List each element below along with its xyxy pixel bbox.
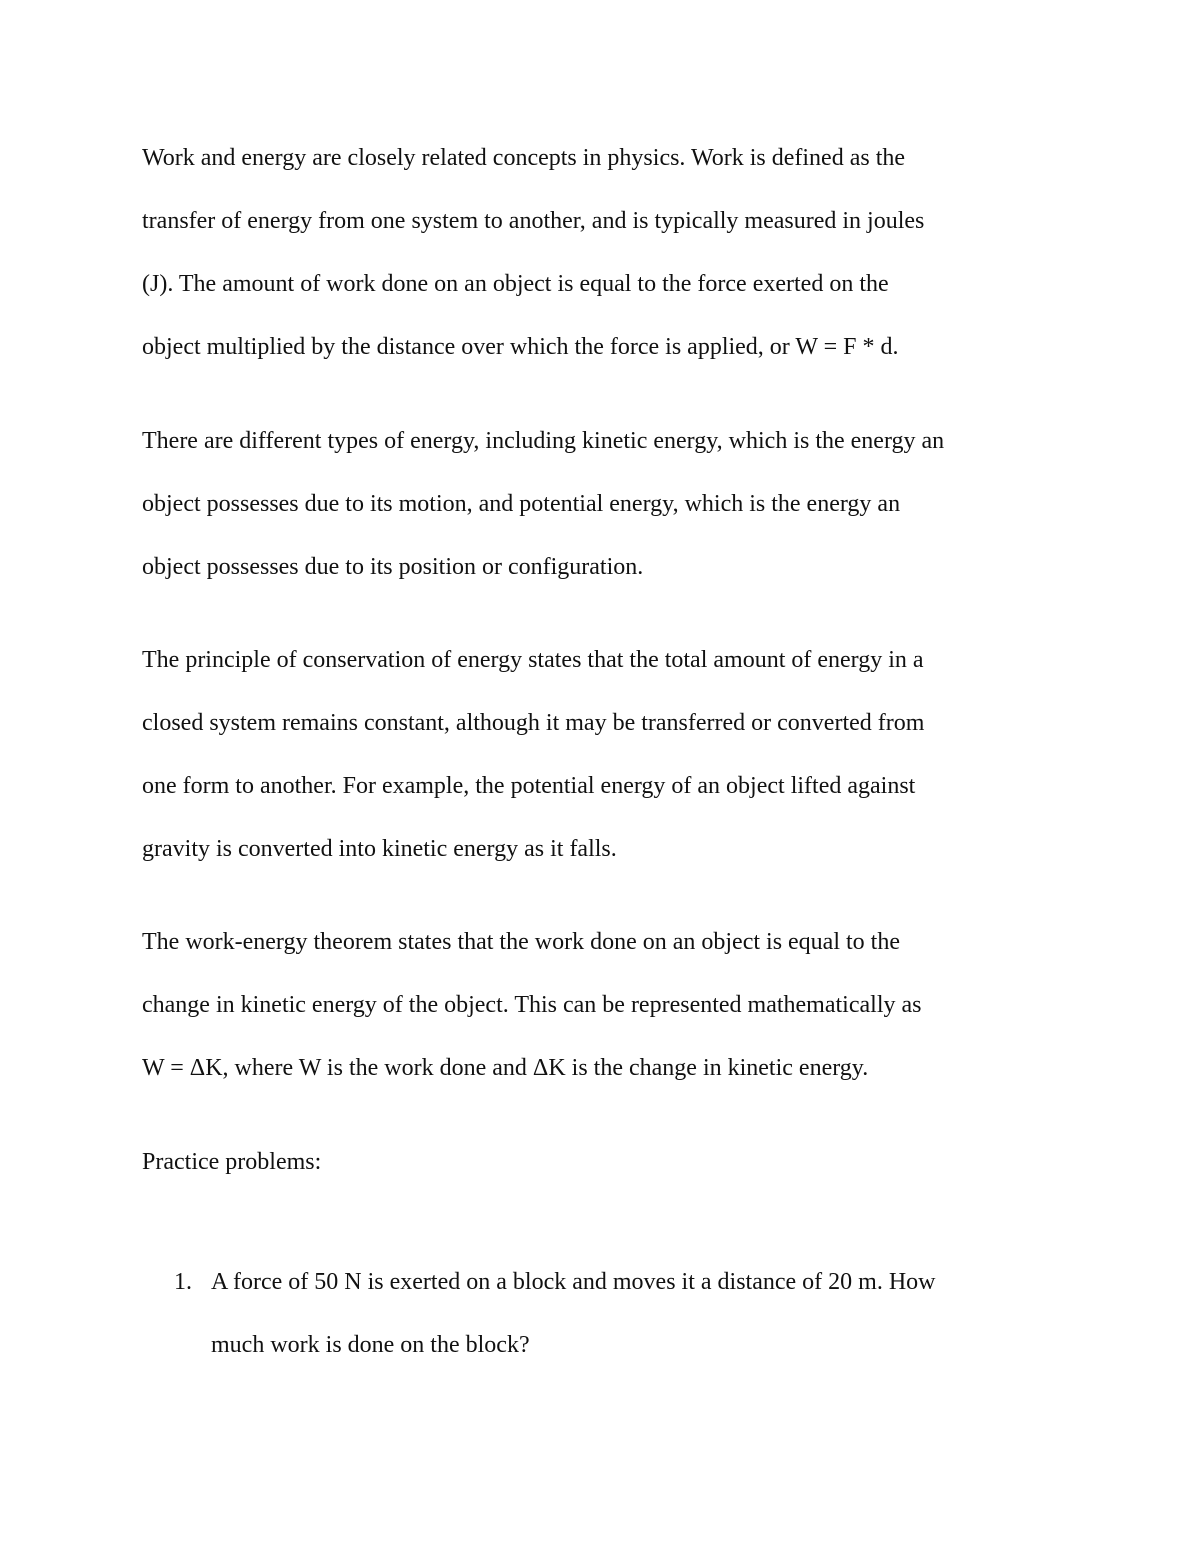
paragraph-work-energy-theorem — [142, 911, 1072, 1100]
paragraph-energy-types — [142, 410, 1072, 599]
list-item — [142, 1251, 1072, 1377]
practice-problems-list — [142, 1251, 1072, 1377]
text-line: change in kinetic energy of the object. This can be represented mathematically as — [142, 992, 922, 1018]
text-line: A force of 50 N is exerted on a block and moves it a distance of 20 m. How — [211, 1269, 936, 1295]
paragraph-work-definition — [142, 127, 1072, 379]
text-line: transfer of energy from one system to another, and is typically measured in joules — [142, 208, 925, 234]
heading-text: Practice problems: — [142, 1149, 322, 1175]
text-line: There are different types of energy, including kinetic energy, which is the energy an — [142, 428, 945, 454]
list-number: 1. — [174, 1269, 192, 1295]
text-line: object multiplied by the distance over which the force is applied, or W = F * d. — [142, 334, 899, 360]
text-line: much work is done on the block? — [211, 1332, 530, 1358]
text-line: one form to another. For example, the potential energy of an object lifted against — [142, 773, 916, 799]
text-line: object possesses due to its motion, and potential energy, which is the energy an — [142, 491, 901, 517]
text-line: The principle of conservation of energy states that the total amount of energy in a — [142, 647, 924, 673]
text-line: Work and energy are closely related concepts in physics. Work is defined as the — [142, 145, 906, 171]
text-line: W = ΔK, where W is the work done and ΔK is the change in kinetic energy. — [142, 1055, 869, 1081]
practice-problems-heading — [142, 1131, 1072, 1194]
text-line: (J). The amount of work done on an object is equal to the force exerted on the — [142, 271, 889, 297]
paragraph-conservation-of-energy — [142, 629, 1072, 881]
text-line: gravity is converted into kinetic energy as it falls. — [142, 836, 617, 862]
text-line: object possesses due to its position or configuration. — [142, 554, 644, 580]
text-line: closed system remains constant, although it may be transferred or converted from — [142, 710, 925, 736]
text-line: The work-energy theorem states that the work done on an object is equal to the — [142, 929, 900, 955]
